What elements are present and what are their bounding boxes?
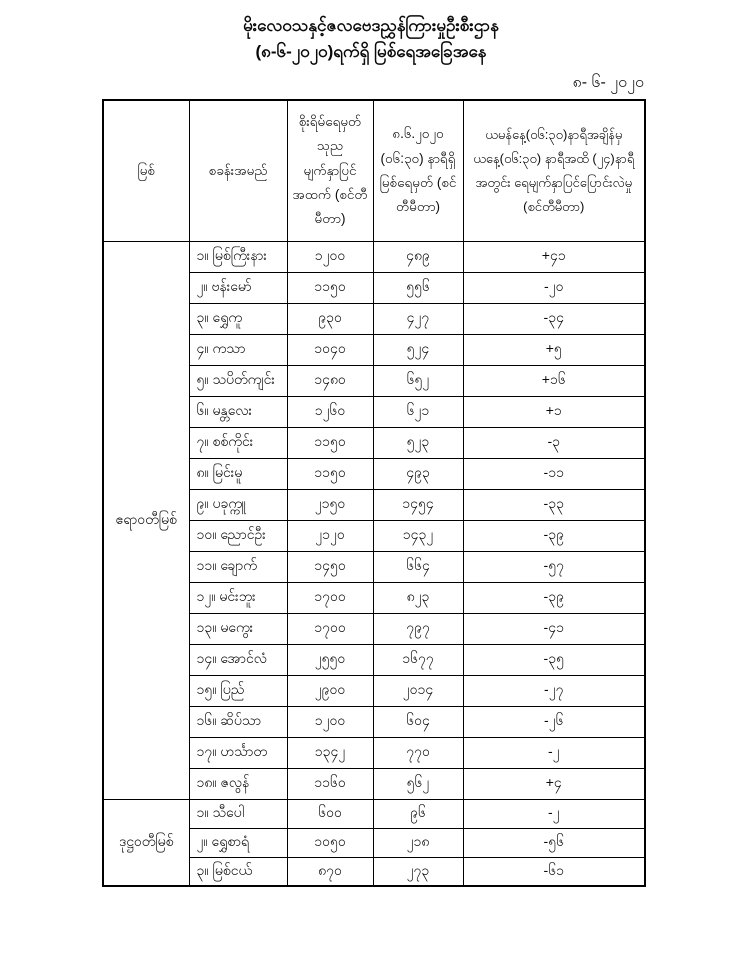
current-level-cell: ၁၆၇၇ (373, 644, 463, 675)
change-24h-cell: -၄၁ (463, 613, 645, 644)
change-24h-cell: -၅၆ (463, 828, 645, 857)
current-level-cell: ၁၄၃၂ (373, 520, 463, 551)
station-name-cell: ၄။ ကသာ (189, 334, 287, 365)
station-name-cell: ၁၆။ ဆိပ်သာ (189, 706, 287, 737)
header-river: မြစ် (103, 100, 189, 241)
current-level-cell: ၅၂၃ (373, 427, 463, 458)
current-level-cell: ၄၉၃ (373, 458, 463, 489)
station-name-cell: ၉။ ပခုက္ကူ (189, 489, 287, 520)
change-24h-cell: +၁၆ (463, 365, 645, 396)
header-row (103, 100, 645, 241)
station-name-cell: ၃။ ရွှေကူ (189, 303, 287, 334)
station-name-cell: ၅။ သပိတ်ကျင်း (189, 365, 287, 396)
current-level-cell: ၁၄၅၄ (373, 489, 463, 520)
current-level-cell: ၄၂၇ (373, 303, 463, 334)
river-group-label: ဧရာဝတီမြစ် (103, 241, 189, 799)
header-station-name: စခန်းအမည် (189, 100, 287, 241)
danger-level-cell: ၂၉၀၀ (287, 675, 373, 706)
change-24h-cell: -၁၁ (463, 458, 645, 489)
change-24h-cell: -၃၉ (463, 582, 645, 613)
station-name-cell: ၁၄။ အောင်လံ (189, 644, 287, 675)
header-current-water-level: ၈.၆.၂၀၂၀ (၀၆:၃၀) နာရီရှိ မြစ်ရေမှတ် (စင်တီမီတာ) (373, 100, 463, 241)
danger-level-cell: ၁၀၄၀ (287, 334, 373, 365)
current-level-cell: ၆၀၄ (373, 706, 463, 737)
station-name-cell: ၁၇။ ဟင်္သာတ (189, 737, 287, 768)
danger-level-cell: ၁၁၅၀ (287, 272, 373, 303)
station-name-cell: ၂။ ဗန်းမော် (189, 272, 287, 303)
station-name-cell: ၁၃။ မကွေး (189, 613, 287, 644)
document-subtitle: (၈-၆-၂၀၂၀)ရက်ရှိ မြစ်ရေအခြေအနေ (255, 42, 487, 62)
current-level-cell: ၂၁၈ (373, 828, 463, 857)
change-24h-cell: -၃၅ (463, 644, 645, 675)
header-24h-change: ယမန်နေ့(၀၆:၃၀)နာရီအချိန်မှ ယနေ့(၀၆:၃၀) နာရီအထိ (၂၄)နာရီအတွင်း ရေမျက်နှာပြင်ပြောင်းလဲမှု (စင်တီမီတာ) (463, 100, 645, 241)
change-24h-cell: -၆၁ (463, 857, 645, 886)
change-24h-cell: -၅၇ (463, 551, 645, 582)
change-24h-cell: -၃၄ (463, 303, 645, 334)
current-level-cell: ၇၇၀ (373, 737, 463, 768)
change-24h-cell: -၂ (463, 737, 645, 768)
danger-level-cell: ၁၄၅၀ (287, 551, 373, 582)
current-level-cell: ၆၂၁ (373, 396, 463, 427)
station-name-cell: ၁၀။ ညောင်ဦး (189, 520, 287, 551)
danger-level-cell: ၁၀၅၀ (287, 828, 373, 857)
current-level-cell: ၂၀၁၄ (373, 675, 463, 706)
change-24h-cell: +၄၁ (463, 241, 645, 272)
river-group-label: ဒုဋ္ဌဝတီမြစ် (103, 799, 189, 886)
header-danger-level: စိုးရိမ်ရေမှတ် သုည မျက်နှာပြင် အထက် (စင်တီမီတာ) (287, 100, 373, 241)
change-24h-cell: -၃၃ (463, 489, 645, 520)
current-level-cell: ၉၆ (373, 799, 463, 828)
current-level-cell: ၅၆၂ (373, 768, 463, 799)
current-level-cell: ၅၂၄ (373, 334, 463, 365)
change-24h-cell: -၂၀ (463, 272, 645, 303)
change-24h-cell: -၃၉ (463, 520, 645, 551)
change-24h-cell: -၃ (463, 427, 645, 458)
current-level-cell: ၂၇၃ (373, 857, 463, 886)
station-name-cell: ၁။ မြစ်ကြီးနား (189, 241, 287, 272)
danger-level-cell: ၂၅၅၀ (287, 644, 373, 675)
danger-level-cell: ၂၁၂၀ (287, 520, 373, 551)
current-level-cell: ၈၂၃ (373, 582, 463, 613)
document-title: မိုးလေဝသနှင့်ဇလဗေဒညွှန်ကြားမှုဦးစီးဌာန (243, 16, 499, 35)
change-24h-cell: -၂၇ (463, 675, 645, 706)
danger-level-cell: ၁၇၀၀ (287, 582, 373, 613)
river-table-body (103, 241, 645, 886)
danger-level-cell: ၁၂၀၀ (287, 706, 373, 737)
danger-level-cell: ၁၃၄၂ (287, 737, 373, 768)
danger-level-cell: ၂၁၅၀ (287, 489, 373, 520)
station-name-cell: ၁။ သီပေါ (189, 799, 287, 828)
station-name-cell: ၃။ မြစ်ငယ် (189, 857, 287, 886)
table-row (103, 241, 645, 272)
river-levels-table (102, 99, 646, 887)
current-level-cell: ၄၈၉ (373, 241, 463, 272)
table-row (103, 799, 645, 828)
danger-level-cell: ၁၄၈၀ (287, 365, 373, 396)
station-name-cell: ၆။ မန္တလေး (189, 396, 287, 427)
station-name-cell: ၁၁။ ချောက် (189, 551, 287, 582)
danger-level-cell: ၆၀၀ (287, 799, 373, 828)
current-level-cell: ၇၉၇ (373, 613, 463, 644)
change-24h-cell: -၂၆ (463, 706, 645, 737)
station-name-cell: ၁၈။ ဇလွန် (189, 768, 287, 799)
station-name-cell: ၁၂။ မင်းဘူး (189, 582, 287, 613)
change-24h-cell: -၂ (463, 799, 645, 828)
change-24h-cell: +၄ (463, 768, 645, 799)
current-level-cell: ၆၅၂ (373, 365, 463, 396)
station-name-cell: ၁၅။ ပြည် (189, 675, 287, 706)
report-date: ၈- ၆- ၂၀၂၀ (572, 73, 644, 91)
danger-level-cell: ၉၃၀ (287, 303, 373, 334)
danger-level-cell: ၈၇၀ (287, 857, 373, 886)
current-level-cell: ၅၅၆ (373, 272, 463, 303)
danger-level-cell: ၁၇၀၀ (287, 613, 373, 644)
danger-level-cell: ၁၂၀၀ (287, 241, 373, 272)
station-name-cell: ၂။ ရွှေစာရံ (189, 828, 287, 857)
current-level-cell: ၆၆၄ (373, 551, 463, 582)
station-name-cell: ၈။ မြင်းမူ (189, 458, 287, 489)
danger-level-cell: ၁၂၆၀ (287, 396, 373, 427)
change-24h-cell: +၁ (463, 396, 645, 427)
danger-level-cell: ၁၁၅၀ (287, 427, 373, 458)
danger-level-cell: ၁၁၆၀ (287, 768, 373, 799)
change-24h-cell: +၅ (463, 334, 645, 365)
danger-level-cell: ၁၁၅၀ (287, 458, 373, 489)
station-name-cell: ၇။ စစ်ကိုင်း (189, 427, 287, 458)
